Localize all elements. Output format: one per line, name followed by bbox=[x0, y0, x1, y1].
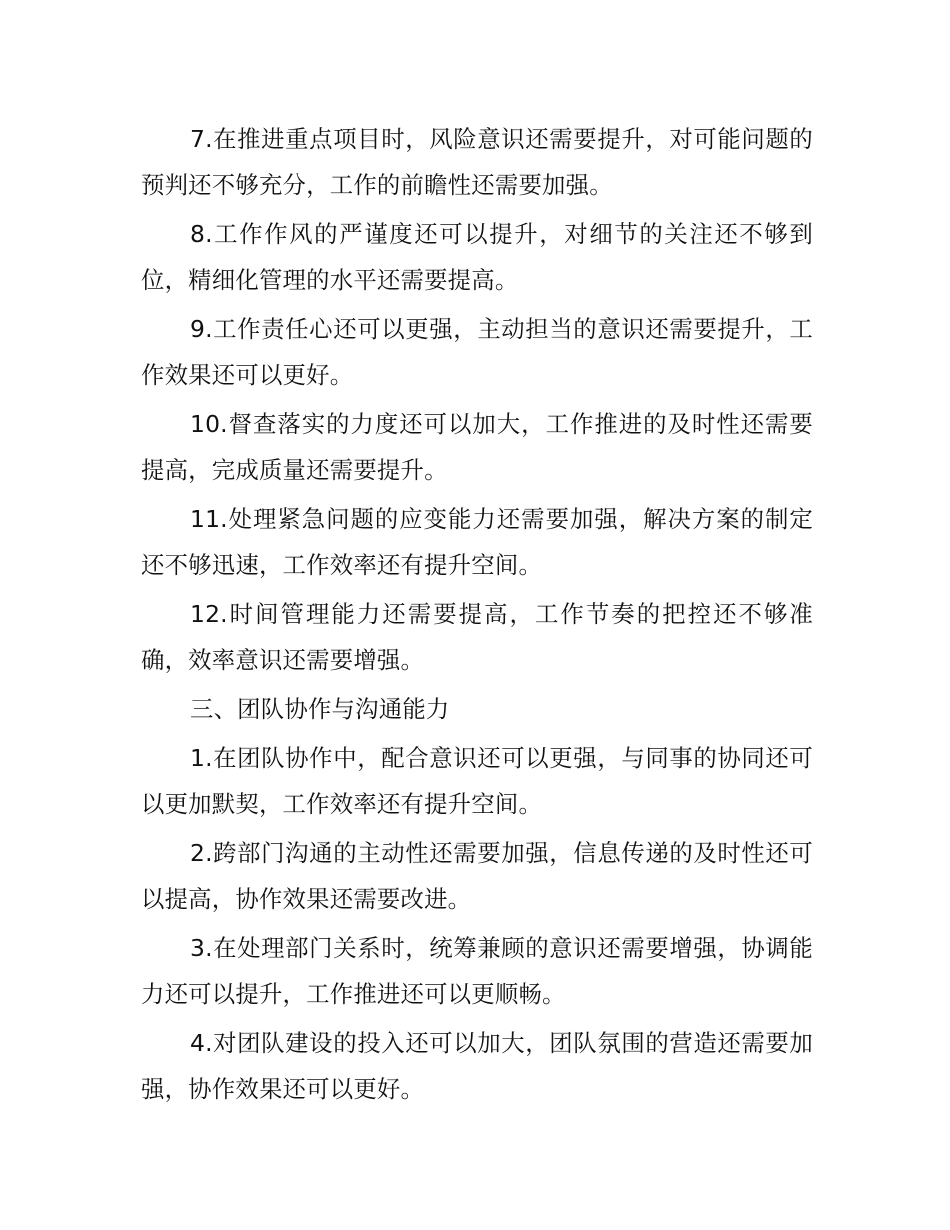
paragraph-item-1: 1.在团队协作中，配合意识还可以更强，与同事的协同还可以更加默契，工作效率还有提升空间。 bbox=[141, 744, 813, 818]
paragraph-item-8: 8.工作作风的严谨度还可以提升，对细节的关注还不够到位，精细化管理的水平还需要提高。 bbox=[141, 220, 813, 294]
paragraph-item-3: 3.在处理部门关系时，统筹兼顾的意识还需要增强，协调能力还可以提升，工作推进还可以更顺畅。 bbox=[141, 934, 813, 1008]
paragraph-item-9: 9.工作责任心还可以更强，主动担当的意识还需要提升，工作效果还可以更好。 bbox=[141, 315, 813, 389]
paragraph-item-11: 11.处理紧急问题的应变能力还需要加强，解决方案的制定还不够迅速，工作效率还有提升空间。 bbox=[141, 505, 813, 579]
document-page bbox=[141, 116, 813, 1115]
paragraph-item-10: 10.督查落实的力度还可以加大，工作推进的及时性还需要提高，完成质量还需要提升。 bbox=[141, 410, 813, 484]
paragraph-item-7: 7.在推进重点项目时，风险意识还需要提升，对可能问题的预判还不够充分，工作的前瞻性还需要加强。 bbox=[141, 125, 813, 199]
paragraph-item-2: 2.跨部门沟通的主动性还需要加强，信息传递的及时性还可以提高，协作效果还需要改进。 bbox=[141, 839, 813, 913]
paragraph-item-12: 12.时间管理能力还需要提高，工作节奏的把控还不够准确，效率意识还需要增强。 bbox=[141, 600, 813, 674]
paragraph-item-4: 4.对团队建设的投入还可以加大，团队氛围的营造还需要加强，协作效果还可以更好。 bbox=[141, 1029, 813, 1103]
section-heading: 三、团队协作与沟通能力 bbox=[190, 695, 450, 723]
